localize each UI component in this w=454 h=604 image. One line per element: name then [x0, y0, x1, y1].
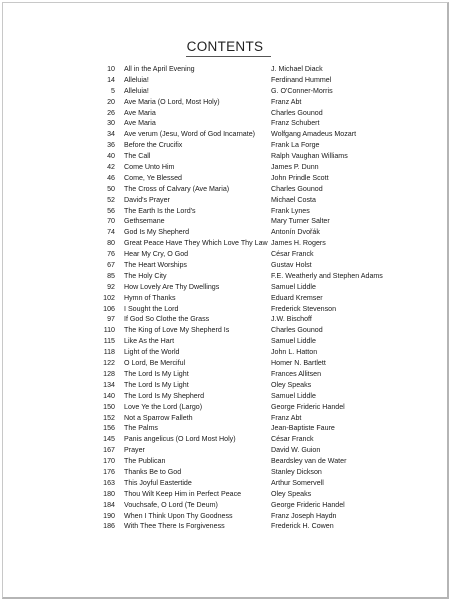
entry-page-number: 36 — [107, 141, 115, 150]
contents-entry — [3, 369, 447, 380]
entry-composer: Franz Schubert — [271, 119, 320, 128]
entry-title: Not a Sparrow Falleth — [124, 413, 193, 422]
entry-page-number: 190 — [103, 511, 115, 520]
entry-title: Panis angelicus (O Lord Most Holy) — [124, 435, 236, 444]
contents-entry — [3, 434, 447, 445]
entry-composer: Beardsley van de Water — [271, 457, 347, 466]
entry-title: Ave Maria — [124, 119, 156, 128]
entry-page-number: 118 — [103, 348, 115, 357]
entry-page-number: 163 — [103, 478, 115, 487]
entry-composer: Charles Gounod — [271, 184, 323, 193]
contents-entry — [3, 380, 447, 391]
entry-page-number: 150 — [103, 402, 115, 411]
entry-title: The Holy City — [124, 271, 167, 280]
entry-title: Thou Wilt Keep Him in Perfect Peace — [124, 489, 242, 498]
entry-title: The Palms — [124, 424, 158, 433]
entry-page-number: 152 — [103, 413, 115, 422]
entry-composer: Mary Turner Salter — [271, 217, 330, 226]
entry-page-number: 52 — [107, 195, 115, 204]
entry-page-number: 102 — [103, 293, 115, 302]
entry-composer: César Franck — [271, 250, 314, 259]
entry-composer: Charles Gounod — [271, 108, 323, 117]
entry-title: When I Think Upon Thy Goodness — [124, 511, 233, 520]
entry-composer: Franz Abt — [271, 97, 302, 106]
entry-composer: John Prindle Scott — [271, 173, 329, 182]
contents-entry — [3, 445, 447, 456]
entry-page-number: 10 — [107, 65, 115, 73]
contents-entry — [3, 140, 447, 151]
entry-composer: Jean-Baptiste Faure — [271, 424, 335, 433]
entry-composer: David W. Guion — [271, 446, 321, 455]
entry-title: Alleluia! — [124, 75, 149, 84]
entry-composer: Homer N. Bartlett — [271, 359, 326, 368]
entry-page-number: 80 — [107, 239, 115, 248]
contents-entry — [3, 271, 447, 282]
title-underline — [186, 56, 271, 57]
entry-title: The Publican — [124, 457, 166, 466]
contents-entry — [3, 282, 447, 293]
contents-entry — [3, 173, 447, 184]
contents-entry — [3, 162, 447, 173]
entry-title: Thanks Be to God — [124, 467, 182, 476]
entry-page-number: 140 — [103, 391, 115, 400]
entry-page-number: 106 — [103, 304, 115, 313]
entry-composer: Oley Speaks — [271, 380, 312, 389]
entry-title: Hymn of Thanks — [124, 293, 176, 302]
entry-title: The Lord Is My Light — [124, 380, 189, 389]
entry-composer: Charles Gounod — [271, 326, 323, 335]
entry-page-number: 145 — [103, 435, 115, 444]
entry-composer: Wolfgang Amadeus Mozart — [271, 130, 357, 139]
entry-composer: Samuel Liddle — [271, 391, 316, 400]
entry-composer: Frederick Stevenson — [271, 304, 337, 313]
document-page — [2, 2, 449, 599]
contents-entry — [3, 489, 447, 500]
contents-entry — [3, 238, 447, 249]
entry-composer: F.E. Weatherly and Stephen Adams — [271, 271, 383, 280]
entry-title: This Joyful Eastertide — [124, 478, 192, 487]
contents-entry — [3, 478, 447, 489]
entry-composer: James P. Dunn — [271, 163, 319, 172]
entry-title: I Sought the Lord — [124, 304, 179, 313]
entry-composer: Frank La Forge — [271, 141, 320, 150]
entry-composer: Frank Lynes — [271, 206, 310, 215]
entry-page-number: 74 — [107, 228, 115, 237]
entry-page-number: 34 — [107, 130, 115, 139]
entry-title: Like As the Hart — [124, 337, 175, 346]
entry-page-number: 5 — [111, 86, 115, 95]
entry-page-number: 180 — [103, 489, 115, 498]
entry-title: The Cross of Calvary (Ave Maria) — [124, 184, 230, 193]
contents-entry — [3, 195, 447, 206]
entry-page-number: 40 — [107, 152, 115, 161]
entry-page-number: 50 — [107, 184, 115, 193]
entry-composer: Samuel Liddle — [271, 337, 316, 346]
entry-title: Ave Maria (O Lord, Most Holy) — [124, 97, 220, 106]
entry-composer: Ralph Vaughan Williams — [271, 152, 348, 161]
entry-title: How Lovely Are Thy Dwellings — [124, 282, 220, 291]
contents-entry — [3, 260, 447, 271]
contents-entry — [3, 402, 447, 413]
entry-title: Gethsemane — [124, 217, 165, 226]
entry-title: The Heart Worships — [124, 261, 187, 270]
entry-composer: Eduard Kremser — [271, 293, 323, 302]
entry-title: Prayer — [124, 446, 145, 455]
contents-entry — [3, 500, 447, 511]
contents-entry — [3, 118, 447, 129]
entry-title: Great Peace Have They Which Love Thy Law — [124, 239, 268, 248]
entry-composer: Antonín Dvořák — [271, 228, 320, 237]
entry-composer: George Frideric Handel — [271, 500, 345, 509]
entry-page-number: 46 — [107, 173, 115, 182]
contents-entry — [3, 108, 447, 119]
contents-entry — [3, 511, 447, 522]
entry-composer: John L. Hatton — [271, 348, 318, 357]
contents-entry — [3, 129, 447, 140]
entry-title: If God So Clothe the Grass — [124, 315, 210, 324]
entry-composer: Gustav Holst — [271, 261, 312, 270]
entry-composer: James H. Rogers — [271, 239, 326, 248]
entry-title: Ave verum (Jesu, Word of God Incarnate) — [124, 130, 256, 139]
entry-title: Ave Maria — [124, 108, 156, 117]
contents-entry — [3, 216, 447, 227]
contents-entry — [3, 184, 447, 195]
entry-title: Before the Crucifix — [124, 141, 183, 150]
entry-page-number: 67 — [107, 261, 115, 270]
entry-page-number: 20 — [107, 97, 115, 106]
entry-composer: Frederick H. Cowen — [271, 522, 334, 531]
contents-entry — [3, 336, 447, 347]
entry-page-number: 70 — [107, 217, 115, 226]
entry-title: Come, Ye Blessed — [124, 173, 182, 182]
contents-entry — [3, 456, 447, 467]
entry-title: The Lord Is My Light — [124, 369, 189, 378]
entry-page-number: 176 — [103, 467, 115, 476]
entry-page-number: 115 — [103, 337, 115, 346]
entry-title: O Lord, Be Merciful — [124, 359, 186, 368]
entry-page-number: 170 — [103, 457, 115, 466]
entry-composer: Stanley Dickson — [271, 467, 322, 476]
entry-title: Come Unto Him — [124, 163, 175, 172]
entry-title: Light of the World — [124, 348, 180, 357]
entry-composer: Franz Joseph Haydn — [271, 511, 337, 520]
entry-composer: J. Michael Diack — [271, 65, 323, 73]
contents-entry — [3, 521, 447, 532]
contents-entry — [3, 325, 447, 336]
entry-page-number: 85 — [107, 271, 115, 280]
entry-page-number: 186 — [103, 522, 115, 531]
contents-list — [3, 64, 447, 532]
contents-entry — [3, 293, 447, 304]
contents-entry — [3, 423, 447, 434]
page-title: CONTENTS — [186, 39, 264, 54]
entry-title: Vouchsafe, O Lord (Te Deum) — [124, 500, 218, 509]
entry-page-number: 76 — [107, 250, 115, 259]
entry-page-number: 97 — [107, 315, 115, 324]
entry-composer: Arthur Somervell — [271, 478, 324, 487]
entry-title: With Thee There Is Forgiveness — [124, 522, 225, 531]
contents-entry — [3, 97, 447, 108]
entry-title: Hear My Cry, O God — [124, 250, 189, 259]
entry-title: The King of Love My Shepherd Is — [124, 326, 230, 335]
contents-entry — [3, 64, 447, 75]
contents-entry — [3, 314, 447, 325]
entry-page-number: 56 — [107, 206, 115, 215]
entry-page-number: 26 — [107, 108, 115, 117]
entry-title: The Lord Is My Shepherd — [124, 391, 205, 400]
contents-entry — [3, 75, 447, 86]
entry-page-number: 122 — [103, 359, 115, 368]
entry-title: Alleluia! — [124, 86, 149, 95]
entry-composer: Frances Allitsen — [271, 369, 322, 378]
contents-entry — [3, 151, 447, 162]
contents-entry — [3, 467, 447, 478]
contents-entry — [3, 206, 447, 217]
entry-composer: Franz Abt — [271, 413, 302, 422]
entry-composer: J.W. Bischoff — [271, 315, 312, 324]
entry-page-number: 30 — [107, 119, 115, 128]
entry-composer: G. O'Conner-Morris — [271, 86, 333, 95]
entry-title: The Earth Is the Lord's — [124, 206, 196, 215]
entry-composer: Michael Costa — [271, 195, 316, 204]
entry-composer: Oley Speaks — [271, 489, 312, 498]
entry-composer: Samuel Liddle — [271, 282, 316, 291]
entry-page-number: 156 — [103, 424, 115, 433]
contents-entry — [3, 86, 447, 97]
entry-title: All in the April Evening — [124, 65, 195, 73]
entry-page-number: 92 — [107, 282, 115, 291]
entry-page-number: 167 — [103, 446, 115, 455]
entry-page-number: 14 — [107, 75, 115, 84]
contents-entry — [3, 391, 447, 402]
entry-page-number: 134 — [103, 380, 115, 389]
entry-title: The Call — [124, 152, 151, 161]
contents-entry — [3, 413, 447, 424]
entry-composer: Ferdinand Hummel — [271, 75, 332, 84]
entry-page-number: 42 — [107, 163, 115, 172]
contents-entry — [3, 227, 447, 238]
entry-title: Love Ye the Lord (Largo) — [124, 402, 203, 411]
entry-title: God Is My Shepherd — [124, 228, 190, 237]
entry-page-number: 128 — [103, 369, 115, 378]
entry-page-number: 110 — [103, 326, 115, 335]
contents-entry — [3, 304, 447, 315]
contents-entry — [3, 249, 447, 260]
contents-entry — [3, 358, 447, 369]
contents-entry — [3, 347, 447, 358]
entry-page-number: 184 — [103, 500, 115, 509]
entry-composer: George Frideric Handel — [271, 402, 345, 411]
entry-composer: César Franck — [271, 435, 314, 444]
entry-title: David's Prayer — [124, 195, 170, 204]
